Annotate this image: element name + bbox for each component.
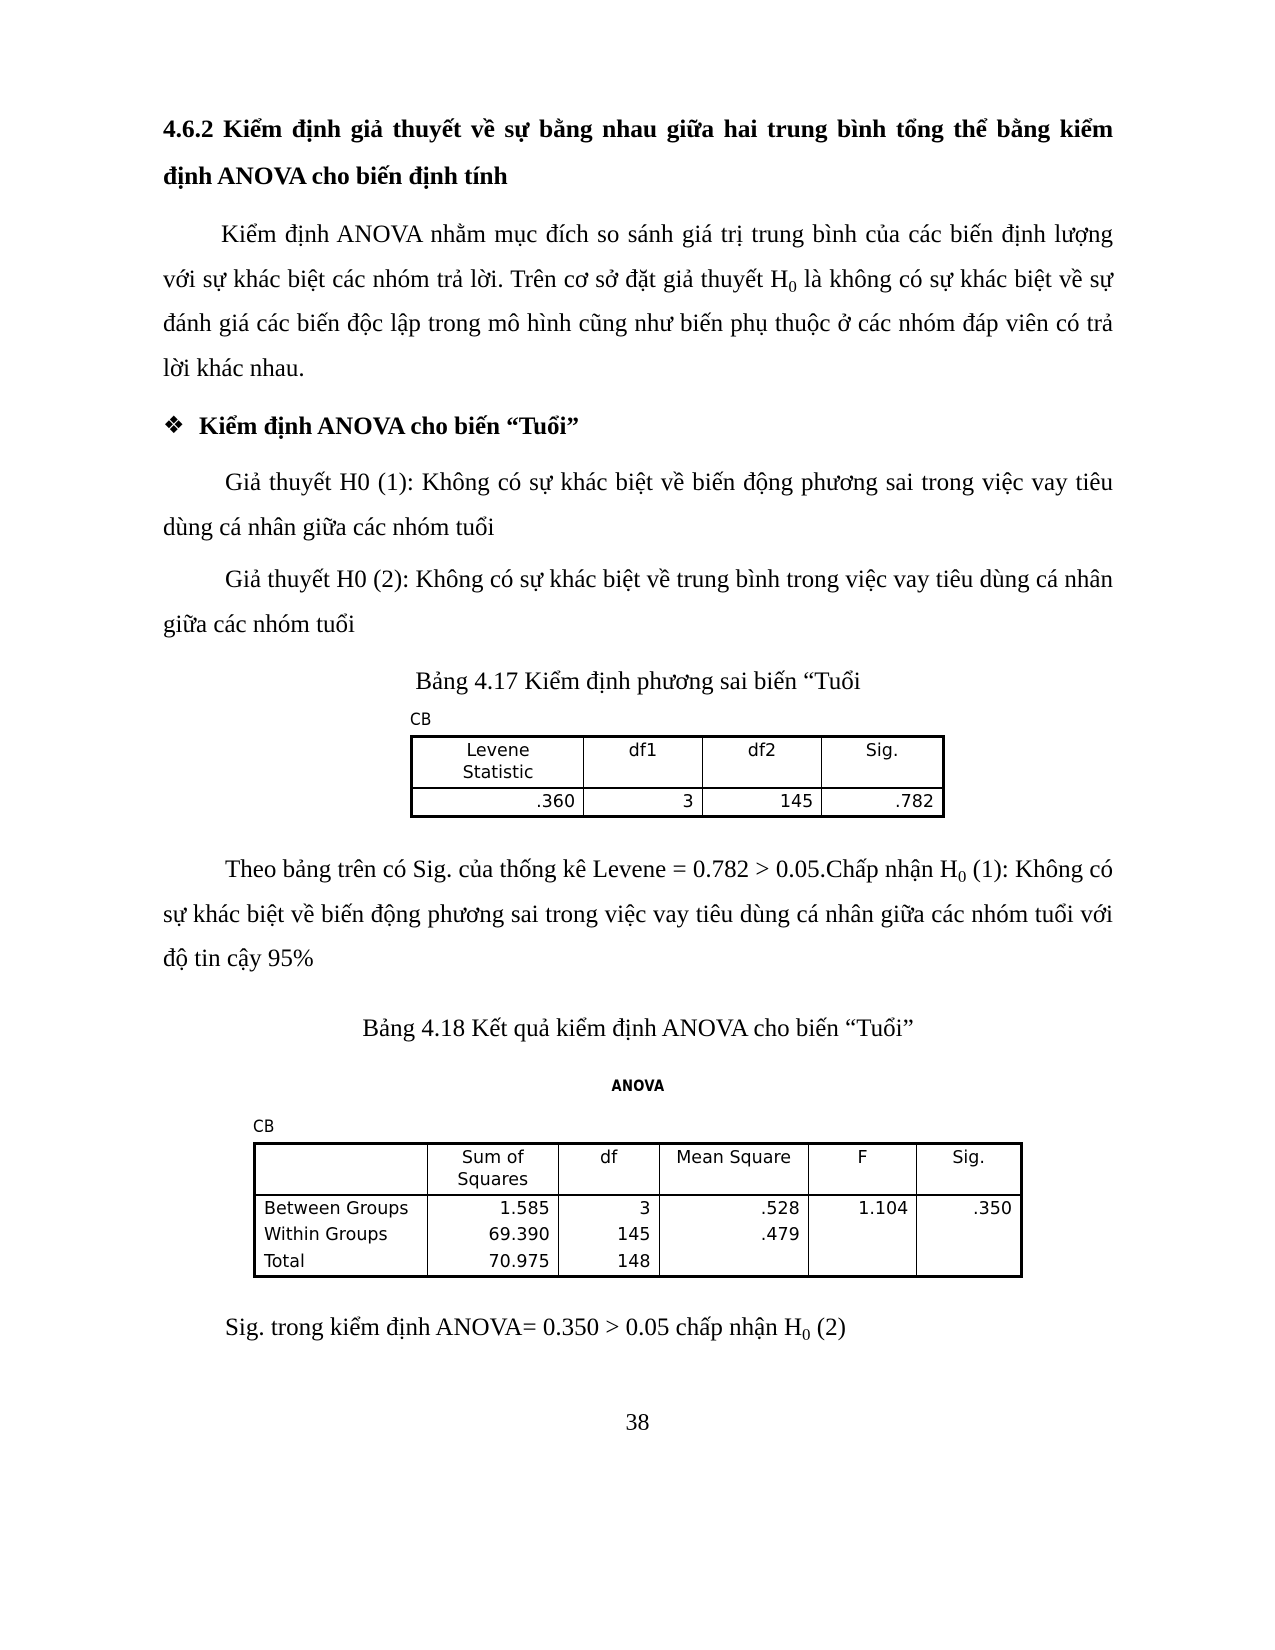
intro-text-part2: là không có sự khác biệt về sự đánh giá các biến độc lập trong mô hình cũng như biến phụ thuộc ở các nhóm đáp viên có trả lời khác nhau. xyxy=(163,265,1114,382)
table-418-header-row xyxy=(255,1144,1022,1195)
interpretation-1-part1: Theo bảng trên có Sig. của thống kê Levene = 0.782 > 0.05.Chấp nhận H xyxy=(225,856,958,884)
table-418-header-sum-line1: Sum of xyxy=(461,1148,524,1169)
table-418-cell-label-2: Total xyxy=(255,1249,428,1277)
table-418-cell-sig-2 xyxy=(917,1249,1022,1277)
table-417-cell-levene: .360 xyxy=(412,788,584,817)
table-418-header-f: F xyxy=(808,1144,917,1195)
table-418-cell-label-0: Between Groups xyxy=(255,1195,428,1222)
table-418-cell-f-2 xyxy=(808,1249,917,1277)
table-row xyxy=(255,1222,1022,1248)
table-417-data-row xyxy=(412,788,944,817)
table-418-cell-ms-2 xyxy=(659,1249,808,1277)
section-heading: 4.6.2 Kiểm định giả thuyết về sự bằng nhau giữa hai trung bình tổng thể bằng kiểm định ANOVA cho biến định tính xyxy=(163,114,1113,191)
table-418-header-sum-of-squares xyxy=(427,1144,558,1195)
intro-text-part1: Kiểm định ANOVA nhằm mục đích so sánh giá trị trung bình của các biến định lượng với sự khác biệt các nhóm trả lời. Trên cơ sở đặt giả thuyết H xyxy=(163,221,1113,293)
table-417-cell-df2: 145 xyxy=(702,788,822,817)
table-418 xyxy=(253,1142,1023,1278)
table-418-cell-f-0: 1.104 xyxy=(808,1195,917,1222)
table-418-header-blank xyxy=(255,1144,428,1195)
table-417-cell-df1: 3 xyxy=(584,788,703,817)
spss-output-anova xyxy=(163,1076,1113,1278)
table-417-header-levene-line2: Statistic xyxy=(462,763,534,784)
table-row xyxy=(255,1195,1022,1222)
table-417-header-levene-line1: Levene xyxy=(466,740,530,761)
table-417-header-sig: Sig. xyxy=(822,736,944,787)
table-418-cell-label-1: Within Groups xyxy=(255,1222,428,1248)
interpretation-paragraph-2 xyxy=(163,1306,1113,1351)
table-418-cell-sig-0: .350 xyxy=(917,1195,1022,1222)
interpretation-2-part1: Sig. trong kiểm định ANOVA= 0.350 > 0.05 chấp nhận H xyxy=(225,1313,803,1341)
table-418-header-df: df xyxy=(558,1144,659,1195)
table-417-corner-label: CB xyxy=(410,709,432,730)
table-417-header-df2: df2 xyxy=(702,736,822,787)
table-418-header-mean-square: Mean Square xyxy=(659,1144,808,1195)
table-417-header-levene xyxy=(412,736,584,787)
table-417-header-row xyxy=(412,736,944,787)
intro-subscript: 0 xyxy=(788,276,797,296)
table-417-cell-sig: .782 xyxy=(822,788,944,817)
page-content xyxy=(163,105,1113,1358)
table-row xyxy=(255,1249,1022,1277)
interpretation-paragraph-1 xyxy=(163,848,1113,982)
table-417-caption: Bảng 4.17 Kiểm định phương sai biến “Tuổi xyxy=(415,668,861,696)
spss-output-levene xyxy=(410,710,1113,818)
intro-paragraph xyxy=(163,213,1113,391)
hypothesis-h0-2: Giả thuyết H0 (2): Không có sự khác biệt về trung bình trong việc vay tiêu dùng cá nhân giữa các nhóm tuổi xyxy=(163,566,1113,638)
table-418-cell-ss-1: 69.390 xyxy=(427,1222,558,1248)
table-418-title: ANOVA xyxy=(611,1076,665,1096)
table-418-header-sig: Sig. xyxy=(917,1144,1022,1195)
table-418-cell-ss-0: 1.585 xyxy=(427,1195,558,1222)
bullet-heading-anova-tuoi xyxy=(163,407,1113,447)
table-418-cell-ms-0: .528 xyxy=(659,1195,808,1222)
table-418-cell-df-0: 3 xyxy=(558,1195,659,1222)
page-number: 38 xyxy=(625,1410,650,1436)
interpretation-1-part2: (1): Không có sự khác biệt về biến động phương sai trong việc vay tiêu dùng cá nhân giữa các nhóm tuổi với độ tin cậy 95% xyxy=(163,856,1113,973)
interpretation-2-part2: (2) xyxy=(810,1313,846,1341)
diamond-bullet-icon: ❖ xyxy=(163,411,185,440)
interpretation-1-subscript: 0 xyxy=(957,866,967,886)
table-418-header-sum-line2: Squares xyxy=(457,1170,529,1191)
table-418-cell-ss-2: 70.975 xyxy=(427,1249,558,1277)
table-418-cell-df-1: 145 xyxy=(558,1222,659,1248)
table-418-cell-ms-1: .479 xyxy=(659,1222,808,1248)
table-418-cell-df-2: 148 xyxy=(558,1249,659,1277)
interpretation-2-subscript: 0 xyxy=(802,1324,811,1344)
bullet-heading-label: Kiểm định ANOVA cho biến “Tuổi” xyxy=(199,413,579,441)
table-418-caption: Bảng 4.18 Kết quả kiểm định ANOVA cho biến “Tuổi” xyxy=(362,1014,914,1042)
table-418-cell-sig-1 xyxy=(917,1222,1022,1248)
hypothesis-h0-1: Giả thuyết H0 (1): Không có sự khác biệt về biến động phương sai trong việc vay tiêu dùng cá nhân giữa các nhóm tuổi xyxy=(163,469,1113,541)
table-418-corner-label: CB xyxy=(253,1117,275,1138)
table-418-cell-f-1 xyxy=(808,1222,917,1248)
table-417-header-df1: df1 xyxy=(584,736,703,787)
table-417 xyxy=(410,735,945,818)
